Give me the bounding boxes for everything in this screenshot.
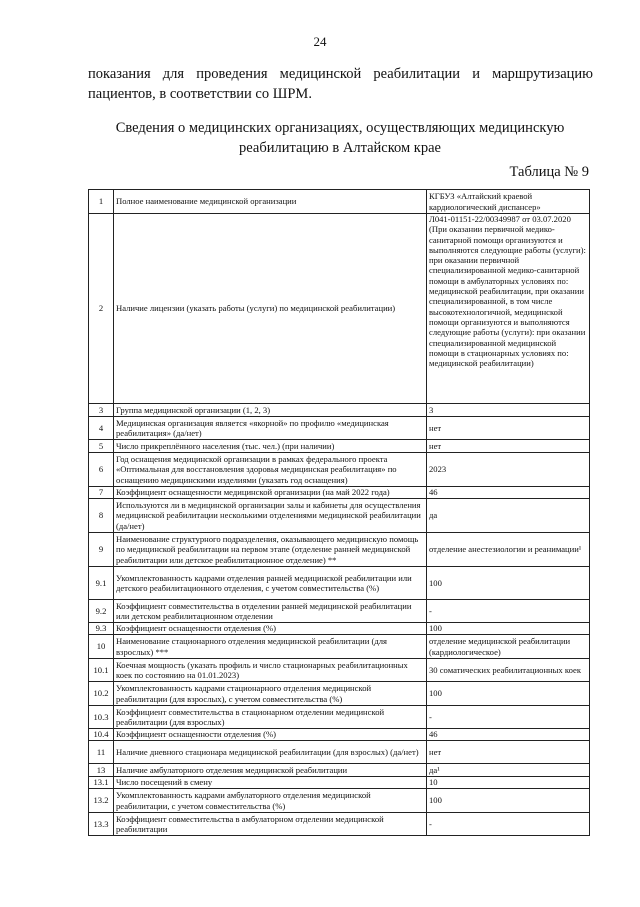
table-row xyxy=(89,764,590,777)
table-row xyxy=(89,635,590,659)
row-number: 2 xyxy=(89,214,114,404)
row-number: 13 xyxy=(89,764,114,777)
row-value: нет xyxy=(427,417,590,440)
row-value: нет xyxy=(427,440,590,453)
table-row xyxy=(89,214,590,404)
table-row xyxy=(89,813,590,836)
table-row xyxy=(89,789,590,813)
row-name: Коэффициент совместительства в отделении ранней медицинской реабилитации или детском реабилитационном отделении xyxy=(114,600,427,623)
row-number: 5 xyxy=(89,440,114,453)
row-value: отделение анестезиологии и реанимации¹ xyxy=(427,533,590,567)
row-value: 100 xyxy=(427,789,590,813)
row-name: Укомплектованность кадрами амбулаторного отделения медицинской реабилитации, с учетом совместительства (%) xyxy=(114,789,427,813)
row-value: - xyxy=(427,706,590,729)
row-value: 100 xyxy=(427,623,590,635)
row-name: Полное наименование медицинской организации xyxy=(114,190,427,214)
row-name: Коэффициент совместительства в амбулаторном отделении медицинской реабилитации xyxy=(114,813,427,836)
table-row xyxy=(89,706,590,729)
table-row xyxy=(89,659,590,682)
row-name: Наличие дневного стационара медицинской реабилитации (для взрослых) (да/нет) xyxy=(114,741,427,764)
row-value: да¹ xyxy=(427,764,590,777)
row-value: 30 соматических реабилитационных коек xyxy=(427,659,590,682)
row-number: 6 xyxy=(89,453,114,487)
row-name: Укомплектованность кадрами стационарного отделения медицинской реабилитации (для взрослых), с учетом совместительства (%) xyxy=(114,682,427,706)
row-number: 1 xyxy=(89,190,114,214)
row-value: 10 xyxy=(427,777,590,789)
row-value: 3 xyxy=(427,404,590,417)
row-name: Группа медицинской организации (1, 2, 3) xyxy=(114,404,427,417)
row-number: 13.2 xyxy=(89,789,114,813)
table-row xyxy=(89,440,590,453)
row-number: 10 xyxy=(89,635,114,659)
row-name: Используются ли в медицинской организации залы и кабинеты для осуществления медицинской реабилитации несколькими отделениями медицинской реабилитации (да/нет) xyxy=(114,499,427,533)
row-value: - xyxy=(427,600,590,623)
table-row xyxy=(89,729,590,741)
table-row xyxy=(89,499,590,533)
row-number: 7 xyxy=(89,487,114,499)
table-row xyxy=(89,487,590,499)
table-row xyxy=(89,623,590,635)
table-row xyxy=(89,682,590,706)
organization-info-table xyxy=(88,189,590,836)
row-number: 10.2 xyxy=(89,682,114,706)
row-value: КГБУЗ «Алтайский краевой кардиологический диспансер» xyxy=(427,190,590,214)
row-value: 46 xyxy=(427,487,590,499)
row-name: Наименование структурного подразделения, оказывающего медицинскую помощь по медицинской реабилитации на первом этапе (отделение ранней медицинской реабилитации или детское реабилитационное отделение) ** xyxy=(114,533,427,567)
row-value: 46 xyxy=(427,729,590,741)
row-name: Наименование стационарного отделения медицинской реабилитации (для взрослых) *** xyxy=(114,635,427,659)
row-value: Л041-01151-22/00349987 от 03.07.2020 (При оказании первичной медико-санитарной помощи организуются и выполняются следующие работы (услуги): при оказании первичной специализированной медико-санитарной помощи в амбулаторных условиях по: медицинской реабилитации, при оказании специализированной, в том числе высокотехнологичной, медицинской помощи организуются и выполняются следующие работы (услуги): при оказании специализированной медицинской помощи в стационарных условиях по: медицинской реабилитации) xyxy=(427,214,590,404)
row-number: 10.4 xyxy=(89,729,114,741)
row-number: 9.3 xyxy=(89,623,114,635)
row-value: нет xyxy=(427,741,590,764)
row-name: Коэффициент оснащенности отделения (%) xyxy=(114,729,427,741)
row-number: 9.1 xyxy=(89,567,114,600)
table-row xyxy=(89,533,590,567)
row-value: 100 xyxy=(427,682,590,706)
row-value: отделение медицинской реабилитации (кардиологическое) xyxy=(427,635,590,659)
table-row xyxy=(89,567,590,600)
row-name: Медицинская организация является «якорной» по профилю «медицинская реабилитация» (да/нет) xyxy=(114,417,427,440)
table-row xyxy=(89,453,590,487)
row-value: 2023 xyxy=(427,453,590,487)
row-name: Наличие лицензии (указать работы (услуги) по медицинской реабилитации) xyxy=(114,214,427,404)
section-heading: Сведения о медицинских организациях, осуществляющих медицинскую реабилитацию в Алтайском крае xyxy=(115,120,565,156)
row-name: Коэффициент оснащенности медицинской организации (на май 2022 года) xyxy=(114,487,427,499)
row-number: 13.1 xyxy=(89,777,114,789)
row-name: Наличие амбулаторного отделения медицинской реабилитации xyxy=(114,764,427,777)
row-number: 10.3 xyxy=(89,706,114,729)
row-number: 9.2 xyxy=(89,600,114,623)
row-number: 8 xyxy=(89,499,114,533)
row-number: 9 xyxy=(89,533,114,567)
row-name: Коечная мощность (указать профиль и число стационарных реабилитационных коек по состоянию на 01.01.2023) xyxy=(114,659,427,682)
row-number: 11 xyxy=(89,741,114,764)
table-row xyxy=(89,404,590,417)
row-value: - xyxy=(427,813,590,836)
row-name: Коэффициент совместительства в стационарном отделении медицинской реабилитации (для взрослых) xyxy=(114,706,427,729)
row-number: 13.3 xyxy=(89,813,114,836)
page-number: 24 xyxy=(313,34,327,49)
table-row xyxy=(89,777,590,789)
table-row xyxy=(89,600,590,623)
table-row xyxy=(89,741,590,764)
row-name: Число прикреплённого населения (тыс. чел.) (при наличии) xyxy=(114,440,427,453)
row-name: Укомплектованность кадрами отделения ранней медицинской реабилитации или детского реабилитационного отделения, с учетом совместительства (%) xyxy=(114,567,427,600)
table-row xyxy=(89,417,590,440)
row-number: 3 xyxy=(89,404,114,417)
intro-paragraph: показания для проведения медицинской реабилитации и маршрутизацию пациентов, в соответствии со ШРМ. xyxy=(88,66,593,102)
row-value: да xyxy=(427,499,590,533)
row-number: 4 xyxy=(89,417,114,440)
table-caption: Таблица № 9 xyxy=(509,164,589,180)
row-name: Число посещений в смену xyxy=(114,777,427,789)
table-row xyxy=(89,190,590,214)
row-name: Коэффициент оснащенности отделения (%) xyxy=(114,623,427,635)
row-number: 10.1 xyxy=(89,659,114,682)
row-value: 100 xyxy=(427,567,590,600)
row-name: Год оснащения медицинской организации в рамках федерального проекта «Оптимальная для восстановления здоровья медицинская реабилитация» по оснащению медицинскими изделиями (указать год оснащения) xyxy=(114,453,427,487)
